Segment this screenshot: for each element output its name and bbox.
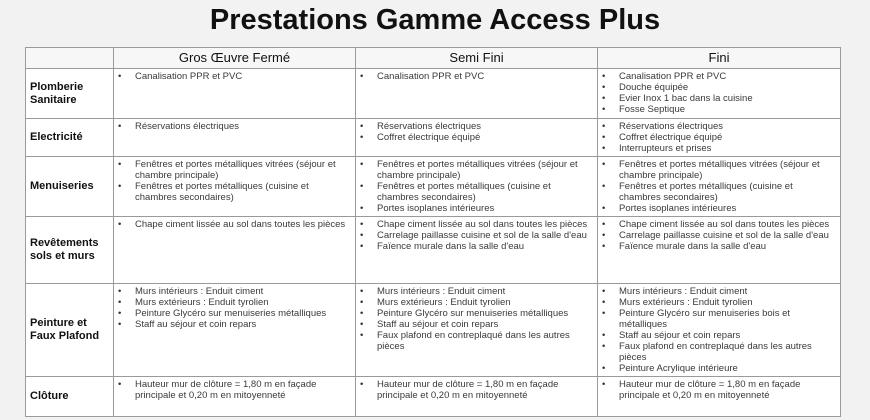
row-header: Peinture et Faux Plafond [26,284,114,377]
bullet-item: • Faux plafond en contreplaqué dans les autres pièces [598,341,836,363]
bullet-item: • Murs intérieurs : Enduit ciment [356,286,593,297]
table-cell [598,119,841,157]
table-row [26,157,841,217]
bullet-list [598,217,840,254]
table-cell [114,69,356,119]
bullet-item: • Canalisation PPR et PVC [598,71,836,82]
bullet-list [598,157,840,216]
bullet-list [356,119,597,145]
bullet-item: • Staff au séjour et coin repars [114,319,351,330]
bullet-list [114,377,355,403]
bullet-item: • Coffret électrique équipé [356,132,593,143]
bullet-item: • Portes isoplanes intérieures [598,203,836,214]
page-title: Prestations Gamme Access Plus [209,4,661,36]
bullet-item: • Réservations électriques [598,121,836,132]
table-cell [114,217,356,284]
bullet-item: • Hauteur mur de clôture = 1,80 m en façade principale et 0,20 m en mitoyenneté [356,379,593,401]
table-header-row [26,48,841,69]
table-cell [114,157,356,217]
bullet-item: • Fenêtres et portes métalliques vitrées (séjour et chambre principale) [356,159,593,181]
bullet-list [114,284,355,332]
table-cell [356,119,598,157]
bullet-item: • Hauteur mur de clôture = 1,80 m en façade principale et 0,20 m en mitoyenneté [114,379,351,401]
bullet-item: • Réservations électriques [356,121,593,132]
bullet-list [598,119,840,156]
bullet-list [356,69,597,84]
bullet-item: • Canalisation PPR et PVC [114,71,351,82]
table-cell [598,69,841,119]
column-header: Fini [598,48,841,69]
bullet-item: • Evier Inox 1 bac dans la cuisine [598,93,836,104]
bullet-list [356,217,597,254]
table-row [26,69,841,119]
bullet-item: • Chape ciment lissée au sol dans toutes les pièces [114,219,351,230]
table-cell [598,377,841,417]
bullet-list [356,377,597,403]
bullet-item: • Fenêtres et portes métalliques (cuisine et chambres secondaires) [598,181,836,203]
table-row [26,377,841,417]
bullet-item: • Peinture Glycéro sur menuiseries métalliques [356,308,593,319]
bullet-item: • Staff au séjour et coin repars [598,330,836,341]
row-header: Electricité [26,119,114,157]
table-cell [114,284,356,377]
bullet-item: • Fosse Septique [598,104,836,115]
bullet-item: • Carrelage paillasse cuisine et sol de la salle d'eau [356,230,593,241]
table-cell [356,217,598,284]
bullet-item: • Murs intérieurs : Enduit ciment [598,286,836,297]
bullet-item: • Peinture Glycéro sur menuiseries métalliques [114,308,351,319]
row-header: Menuiseries [26,157,114,217]
bullet-item: • Staff au séjour et coin repars [356,319,593,330]
bullet-list [598,377,840,403]
bullet-item: • Faux plafond en contreplaqué dans les autres pièces [356,330,593,352]
bullet-item: • Carrelage paillasse cuisine et sol de la salle d'eau [598,230,836,241]
bullet-item: • Fenêtres et portes métalliques (cuisine et chambres secondaires) [114,181,351,203]
bullet-item: • Murs extérieurs : Enduit tyrolien [356,297,593,308]
bullet-item: • Canalisation PPR et PVC [356,71,593,82]
bullet-item: • Fenêtres et portes métalliques vitrées (séjour et chambre principale) [598,159,836,181]
bullet-item: • Peinture Glycéro sur menuiseries bois et métalliques [598,308,836,330]
bullet-list [598,69,840,117]
bullet-item: • Réservations électriques [114,121,351,132]
bullet-item: • Faïence murale dans la salle d'eau [598,241,836,252]
column-header: Semi Fini [356,48,598,69]
table-cell [598,284,841,377]
table-cell [114,377,356,417]
row-header: Revêtements sols et murs [26,217,114,284]
table-cell [356,377,598,417]
bullet-item: • Peinture Acrylique intérieure [598,363,836,374]
bullet-item: • Fenêtres et portes métalliques vitrées (séjour et chambre principale) [114,159,351,181]
bullet-list [356,157,597,216]
bullet-list [114,217,355,232]
bullet-item: • Chape ciment lissée au sol dans toutes les pièces [598,219,836,230]
table-row [26,119,841,157]
bullet-item: • Interrupteurs et prises [598,143,836,154]
bullet-item: • Faïence murale dans la salle d'eau [356,241,593,252]
bullet-item: • Murs extérieurs : Enduit tyrolien [114,297,351,308]
table-cell [598,157,841,217]
bullet-list [598,284,840,376]
bullet-item: • Fenêtres et portes métalliques (cuisine et chambres secondaires) [356,181,593,203]
table-cell [598,217,841,284]
bullet-list [356,284,597,354]
column-header: Gros Œuvre Fermé [114,48,356,69]
corner-cell [26,48,114,69]
bullet-item: • Hauteur mur de clôture = 1,80 m en façade principale et 0,20 m en mitoyenneté [598,379,836,401]
bullet-item: • Douche équipée [598,82,836,93]
bullet-list [114,157,355,205]
bullet-item: • Coffret électrique équipé [598,132,836,143]
row-header: Plomberie Sanitaire [26,69,114,119]
bullet-list [114,69,355,84]
bullet-item: • Portes isoplanes intérieures [356,203,593,214]
prestations-table [25,47,841,417]
table-row [26,284,841,377]
table-row [26,217,841,284]
table-cell [356,157,598,217]
row-header: Clôture [26,377,114,417]
table-cell [356,284,598,377]
bullet-list [114,119,355,134]
bullet-item: • Chape ciment lissée au sol dans toutes les pièces [356,219,593,230]
table-cell [356,69,598,119]
table-cell [114,119,356,157]
bullet-item: • Murs extérieurs : Enduit tyrolien [598,297,836,308]
bullet-item: • Murs intérieurs : Enduit ciment [114,286,351,297]
